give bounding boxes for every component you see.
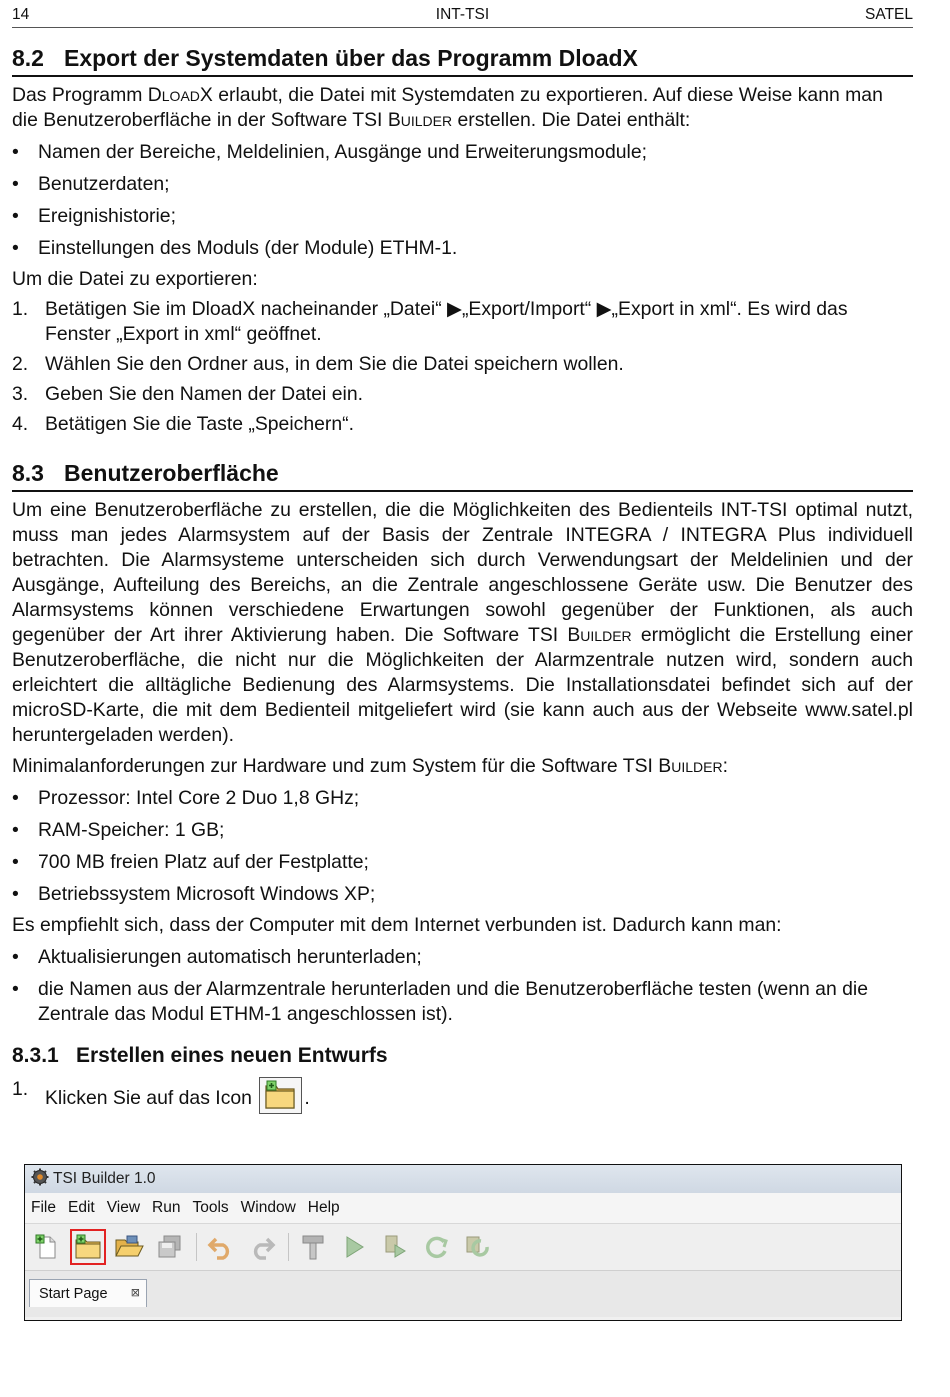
- running-header: [12, 0, 913, 28]
- open-project-button[interactable]: [111, 1229, 147, 1265]
- list-item: 3. Geben Sie den Namen der Datei ein.: [12, 383, 363, 405]
- undo-icon: [207, 1234, 235, 1260]
- list-item: 1. Klicken Sie auf das Icon .: [12, 1077, 913, 1114]
- main-toolbar: [25, 1224, 901, 1270]
- menu-tools[interactable]: Tools: [192, 1199, 229, 1216]
- internet-list: [12, 945, 913, 1027]
- page-number: 14: [12, 6, 30, 23]
- list-item: • RAM-Speicher: 1 GB;: [12, 819, 225, 841]
- window-titlebar: [25, 1165, 901, 1193]
- list-item: 1. Betätigen Sie im DloadX nacheinander „Datei“ ▶„Export/Import“ ▶„Export in xml“. Es wird das Fenster „Export in xml“ geöffnet.: [12, 298, 848, 345]
- list-item: • 700 MB freien Platz auf der Festplatte;: [12, 851, 369, 873]
- redo-icon: [248, 1234, 276, 1260]
- app-gear-icon: [31, 1168, 49, 1191]
- list-item: • die Namen aus der Alarmzentrale herunterladen und die Benutzeroberfläche testen (wenn an die Zentrale das Modul ETHM-1 angeschlossen ist).: [12, 978, 869, 1025]
- section-8-3-body: Um eine Benutzeroberfläche zu erstellen, die die Möglichkeiten des Bedienteils INT-TSI optimal nutzt, muss man jedes Alarmsystem auf der Basis der Zentrale INTEGRA / INTEGRA Plus individuell betrachten. Die Alarmsysteme unterscheiden sich durch Verwendungsart der Meldelinien und der Ausgänge, Aufteilung des Bereichs, an die Zentrale angeschlossene Geräte usw. Die Benutzer des Alarmsystems können verschiedene Erwartungen sowohl gegenüber der Funktionen, als auch gegenüber der Art ihrer Aktivierung haben. Die Software TSI Builder ermöglicht die Erstellung einer Benutzeroberfläche, die nicht nur die Möglichkeiten der Alarmzentrale nutzen wird, sondern auch erleichtert die alltägliche Bedienung des Alarmsystems. Die Installationsdatei befindet sich auf der microSD-Karte, die mit dem Bedienteil mitgeliefert wird (sie kann auch aus der Webseite www.satel.pl heruntergeladen werden).: [12, 499, 913, 746]
- export-lead: Um die Datei zu exportieren:: [12, 268, 258, 290]
- new-project-icon: [259, 1077, 302, 1114]
- undo-button[interactable]: [203, 1229, 239, 1265]
- menu-window[interactable]: Window: [240, 1199, 296, 1216]
- reload-button[interactable]: [418, 1229, 454, 1265]
- file-contents-list: [12, 140, 913, 261]
- menu-bar: [25, 1193, 901, 1224]
- run-icon: [340, 1233, 368, 1261]
- hammer-icon: [299, 1233, 327, 1261]
- sync-button[interactable]: [459, 1229, 495, 1265]
- section-title: Export der Systemdaten über das Programm DloadX: [64, 45, 638, 71]
- reload-icon: [422, 1233, 450, 1261]
- tsi-builder-screenshot: [24, 1164, 902, 1321]
- section-title: Benutzeroberfläche: [64, 460, 279, 486]
- list-item: 4. Betätigen Sie die Taste „Speichern“.: [12, 413, 354, 435]
- requirements-lead: Minimalanforderungen zur Hardware und zum System für die Software TSI Builder:: [12, 755, 728, 777]
- list-item: • Namen der Bereiche, Meldelinien, Ausgänge und Erweiterungsmodule;: [12, 141, 648, 163]
- open-folder-icon: [114, 1234, 144, 1260]
- section-title: Erstellen eines neuen Entwurfs: [76, 1044, 388, 1067]
- run-button[interactable]: [336, 1229, 372, 1265]
- section-8-3-1-heading: [12, 1027, 913, 1075]
- list-item: • Betriebssystem Microsoft Windows XP;: [12, 883, 376, 905]
- builder-name: Builder: [567, 624, 632, 646]
- list-item: • Aktualisierungen automatisch herunterladen;: [12, 946, 422, 968]
- save-all-button[interactable]: [152, 1229, 188, 1265]
- window-title: TSI Builder 1.0: [53, 1170, 156, 1187]
- list-item: • Prozessor: Intel Core 2 Duo 1,8 GHz;: [12, 787, 360, 809]
- list-item: 2. Wählen Sie den Ordner aus, in dem Sie die Datei speichern wollen.: [12, 353, 624, 375]
- new-project-button[interactable]: [70, 1229, 106, 1265]
- list-item: • Einstellungen des Moduls (der Module) ETHM-1.: [12, 237, 458, 259]
- tab-close-icon[interactable]: ⊠: [130, 1287, 140, 1299]
- section-8-2-intro: Das Programm DloadX erlaubt, die Datei mit Systemdaten zu exportieren. Auf diese Weise kann man die Benutzeroberfläche in der Software TSI Builder erstellen. Die Datei enthält:: [12, 84, 883, 131]
- sync-icon: [463, 1233, 491, 1261]
- new-file-icon: [33, 1233, 61, 1261]
- deploy-button[interactable]: [377, 1229, 413, 1265]
- builder-name: Builder: [387, 109, 453, 131]
- header-product: INT-TSI: [435, 6, 490, 23]
- redo-button[interactable]: [244, 1229, 280, 1265]
- deploy-icon: [381, 1233, 409, 1261]
- section-number: 8.3.1: [12, 1044, 59, 1067]
- export-steps: [12, 297, 913, 437]
- header-brand: SATEL: [865, 6, 913, 23]
- editor-tab-bar: [25, 1270, 901, 1317]
- section-number: 8.3: [12, 460, 44, 486]
- tab-start-page[interactable]: [29, 1279, 147, 1307]
- menu-help[interactable]: Help: [307, 1199, 340, 1216]
- menu-edit[interactable]: Edit: [67, 1199, 95, 1216]
- section-number: 8.2: [12, 45, 44, 71]
- tab-label: Start Page: [39, 1285, 108, 1302]
- menu-view[interactable]: View: [106, 1199, 141, 1216]
- new-project-icon: [74, 1234, 102, 1260]
- build-button[interactable]: [295, 1229, 331, 1265]
- internet-lead: Es empfiehlt sich, dass der Computer mit dem Internet verbunden ist. Dadurch kann man:: [12, 914, 782, 936]
- section-8-2-heading: [12, 28, 913, 77]
- list-item: • Ereignishistorie;: [12, 205, 176, 227]
- builder-name: Builder: [658, 755, 723, 777]
- manual-page: [12, 0, 913, 1114]
- section-8-3-heading: [12, 437, 913, 492]
- dloadx-name: DloadX: [147, 84, 213, 106]
- menu-run[interactable]: Run: [152, 1199, 181, 1216]
- save-all-icon: [156, 1234, 184, 1260]
- new-project-steps: [12, 1077, 913, 1114]
- menu-file[interactable]: File: [31, 1199, 56, 1216]
- requirements-list: [12, 786, 913, 907]
- new-file-button[interactable]: [29, 1229, 65, 1265]
- list-item: • Benutzerdaten;: [12, 173, 170, 195]
